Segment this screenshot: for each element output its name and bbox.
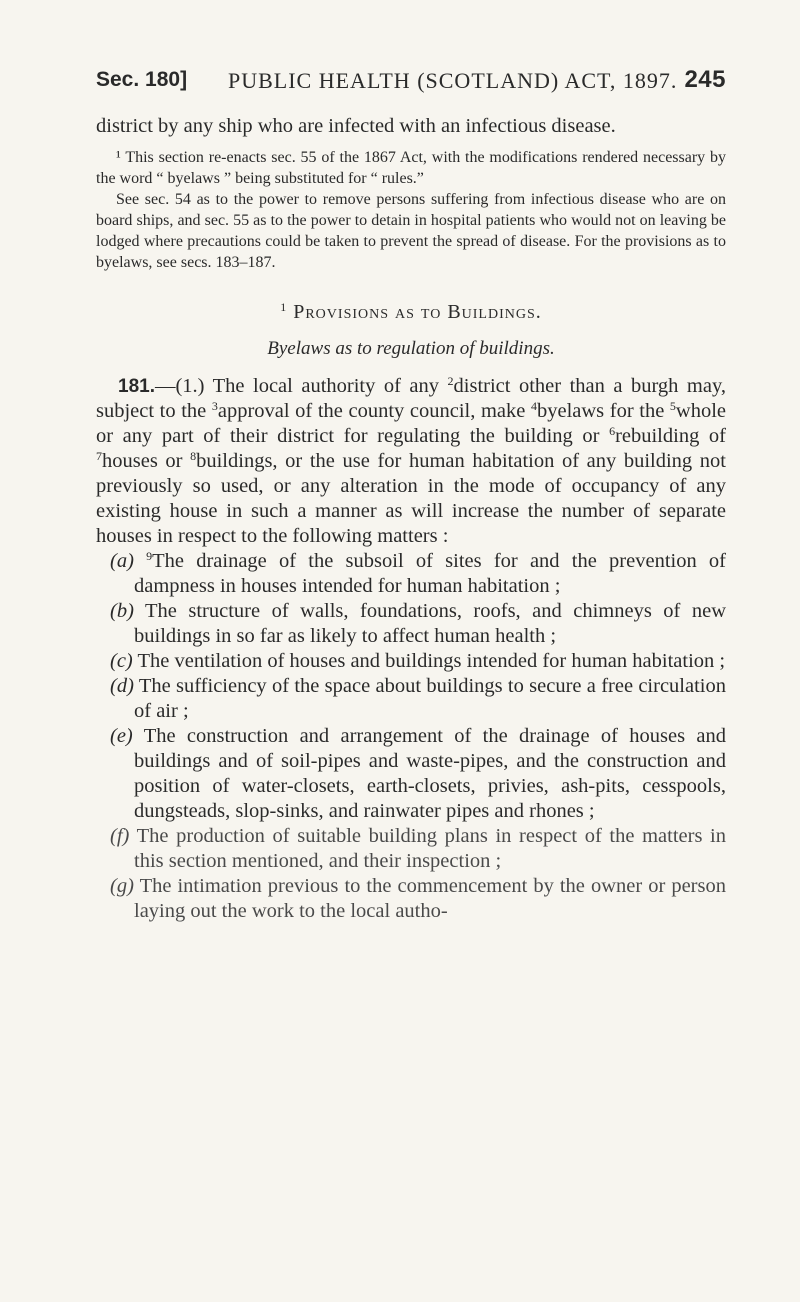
running-head-title: PUBLIC HEALTH (SCOTLAND) ACT, 1897. [228,68,678,93]
section-text-segment: —(1.) The local authority of any [154,375,448,397]
section-item [96,674,726,724]
item-label: (e) [110,725,133,747]
item-text: The construction and arrangement of the drainage of houses and buildings and of soil-pipes and waste-pipes, and the construction and position of water-closets, earth-closets, privies, ash-pits, cesspools, dungsteads, slop-sinks, and rainwater pipes and rhones ; [134,725,726,822]
footnotes [96,147,726,273]
section-text-segment: buildings, or the use for human habitation of any building not previously so used, or any alteration in the mode of occupancy of any existing house in such a manner as will increase the number of separate houses in respect to the following matters : [96,450,726,547]
item-text: The structure of walls, foundations, roofs, and chimneys of new buildings in so far as likely to affect human health ; [134,600,726,647]
footnote-marker: 7 [96,449,102,463]
opening-paragraph: district by any ship who are infected with an infectious disease. [96,115,616,137]
footnote-marker: 8 [190,449,197,463]
section-item [96,824,726,874]
footnote-marker: 4 [530,399,537,413]
item-label: (d) [110,675,134,697]
item-text: The sufficiency of the space about buildings to secure a free circulation of air ; [134,675,726,722]
item-label: (c) [110,650,133,672]
section-items [96,549,726,924]
item-text: The drainage of the subsoil of sites for and the prevention of dampness in houses intended for human habitation ; [134,550,726,597]
footnote-marker: 6 [609,424,616,438]
section-item [96,649,726,674]
footnote-2: See sec. 54 as to the power to remove persons suffering from infectious disease who are on board ships, and sec. 55 as to the power to detain in hospital patients who would not on leaving be lodged where precautions could be taken to prevent the spread of disease. For the provisions as to byelaws, see secs. 183–187. [96,191,726,271]
item-text: The intimation previous to the commencement by the owner or person laying out the work to the local autho- [134,875,726,922]
section-text-segment: approval of the county council, make [217,400,531,422]
section-text-segment: houses or [102,450,191,472]
item-label: (g) [110,875,134,897]
heading-title: Provisions as to Buildings. [293,301,542,323]
book-page [96,62,726,924]
item-label: (b) [110,600,134,622]
footnote-marker: 2 [447,374,454,388]
footnote-marker: 5 [669,399,676,413]
section-item [96,599,726,649]
section-heading [96,301,726,324]
item-text: The ventilation of houses and buildings intended for human habitation ; [137,650,726,672]
section-text-segment: district other than a burgh may, subject to the [96,375,726,422]
section-item [96,549,726,599]
section-181-paragraph [96,374,726,549]
section-item [96,874,726,924]
section-number: 181. [118,376,155,397]
section-item [96,724,726,824]
page-number: 245 [684,66,726,93]
running-head [96,62,726,102]
section-text-segment: whole or any part of their district for regulating the building or [96,400,727,447]
footnote-1: ¹ This section re-enacts sec. 55 of the 1867 Act, with the modifications rendered necessary by the word “ byelaws ” being substituted for “ rules.” [96,149,726,187]
footnote-marker: 9 [146,549,153,563]
section-text-segment: rebuilding of [615,425,726,447]
item-label: (f) [110,825,130,847]
section-text-segment: byelaws for the [536,400,670,422]
running-head-section: Sec. 180] [96,68,188,91]
footnote-marker: 3 [211,399,218,413]
section-subheading: Byelaws as to regulation of buildings. [267,338,555,359]
item-text: The production of suitable building plans in respect of the matters in this section mentioned, and their inspection ; [134,825,726,872]
heading-footnote-marker: 1 [280,300,288,314]
section-body [96,375,726,547]
item-label: (a) [110,550,134,572]
